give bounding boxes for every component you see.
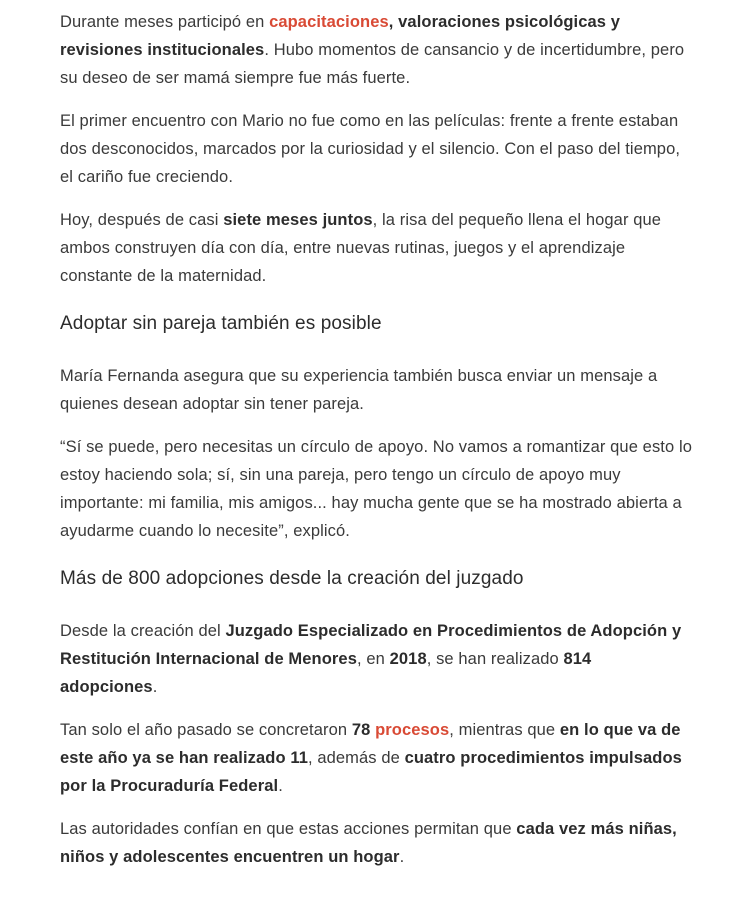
article-paragraph bbox=[60, 815, 693, 871]
article-paragraph bbox=[60, 206, 693, 290]
body-text: Tan solo el año pasado se concretaron bbox=[60, 721, 352, 739]
bold-text: 78 bbox=[351, 721, 376, 739]
heading-text: Adoptar sin pareja también es posible bbox=[60, 313, 382, 334]
inline-link[interactable]: procesos bbox=[375, 721, 450, 739]
bold-text: en lo que va de este año ya se han realizado 11 bbox=[60, 721, 681, 767]
bold-text: Juzgado Especializado en Procedimientos de Adopción y Restitución Internacional de Menores bbox=[60, 622, 682, 668]
section-heading bbox=[60, 310, 693, 338]
article-paragraph bbox=[60, 433, 693, 545]
bold-text: , valoraciones psicológicas y revisiones institucionales bbox=[60, 13, 621, 59]
body-text: , la risa del pequeño llena el hogar que ambos construyen día con día, entre nuevas rutinas, juegos y el aprendizaje constante de la maternidad. bbox=[60, 211, 662, 285]
article-paragraph bbox=[60, 107, 693, 191]
article-paragraph bbox=[60, 617, 693, 701]
body-text: . bbox=[278, 777, 283, 795]
inline-link[interactable]: capacitaciones bbox=[269, 13, 389, 31]
bold-text: siete meses juntos bbox=[223, 211, 373, 229]
section-heading bbox=[60, 565, 693, 593]
body-text: , además de bbox=[307, 749, 405, 767]
heading-text: Más de 800 adopciones desde la creación del juzgado bbox=[60, 568, 524, 589]
bold-text: 814 adopciones bbox=[60, 650, 592, 696]
bold-text: 2018 bbox=[389, 650, 427, 668]
body-text: . Hubo momentos de cansancio y de incertidumbre, pero su deseo de ser mamá siempre fue más fuerte. bbox=[60, 41, 685, 87]
body-text: , en bbox=[357, 650, 390, 668]
body-text: El primer encuentro con Mario no fue como en las películas: frente a frente estaban dos desconocidos, marcados por la curiosidad y el silencio. Con el paso del tiempo, el cariño fue creciendo. bbox=[60, 112, 681, 186]
body-text: . bbox=[152, 678, 158, 696]
article-paragraph bbox=[60, 8, 693, 92]
bold-text: cada vez más niñas, niños y adolescentes encuentren un hogar bbox=[60, 820, 677, 866]
body-text: Hoy, después de casi bbox=[60, 211, 224, 229]
body-text: Las autoridades confían en que estas acciones permitan que bbox=[60, 820, 517, 838]
body-text: , mientras que bbox=[449, 721, 560, 739]
body-text: María Fernanda asegura que su experiencia también busca enviar un mensaje a quienes desean adoptar sin tener pareja. bbox=[60, 367, 658, 413]
body-text: Durante meses participó en bbox=[60, 13, 270, 31]
article-paragraph bbox=[60, 362, 693, 418]
article-paragraph bbox=[60, 716, 693, 800]
body-text: Desde la creación del bbox=[60, 622, 226, 640]
bold-text: cuatro procedimientos impulsados por la Procuraduría Federal bbox=[60, 749, 682, 795]
body-text: . bbox=[399, 848, 405, 866]
body-text: , se han realizado bbox=[426, 650, 564, 668]
body-text: “Sí se puede, pero necesitas un círculo de apoyo. No vamos a romantizar que esto lo estoy haciendo sola; sí, sin una pareja, pero tengo un círculo de apoyo muy importante: mi familia, mis amigos... hay mucha gente que se ha mostrado abierta a ayudarme cuando lo necesite”, explicó. bbox=[60, 438, 692, 540]
